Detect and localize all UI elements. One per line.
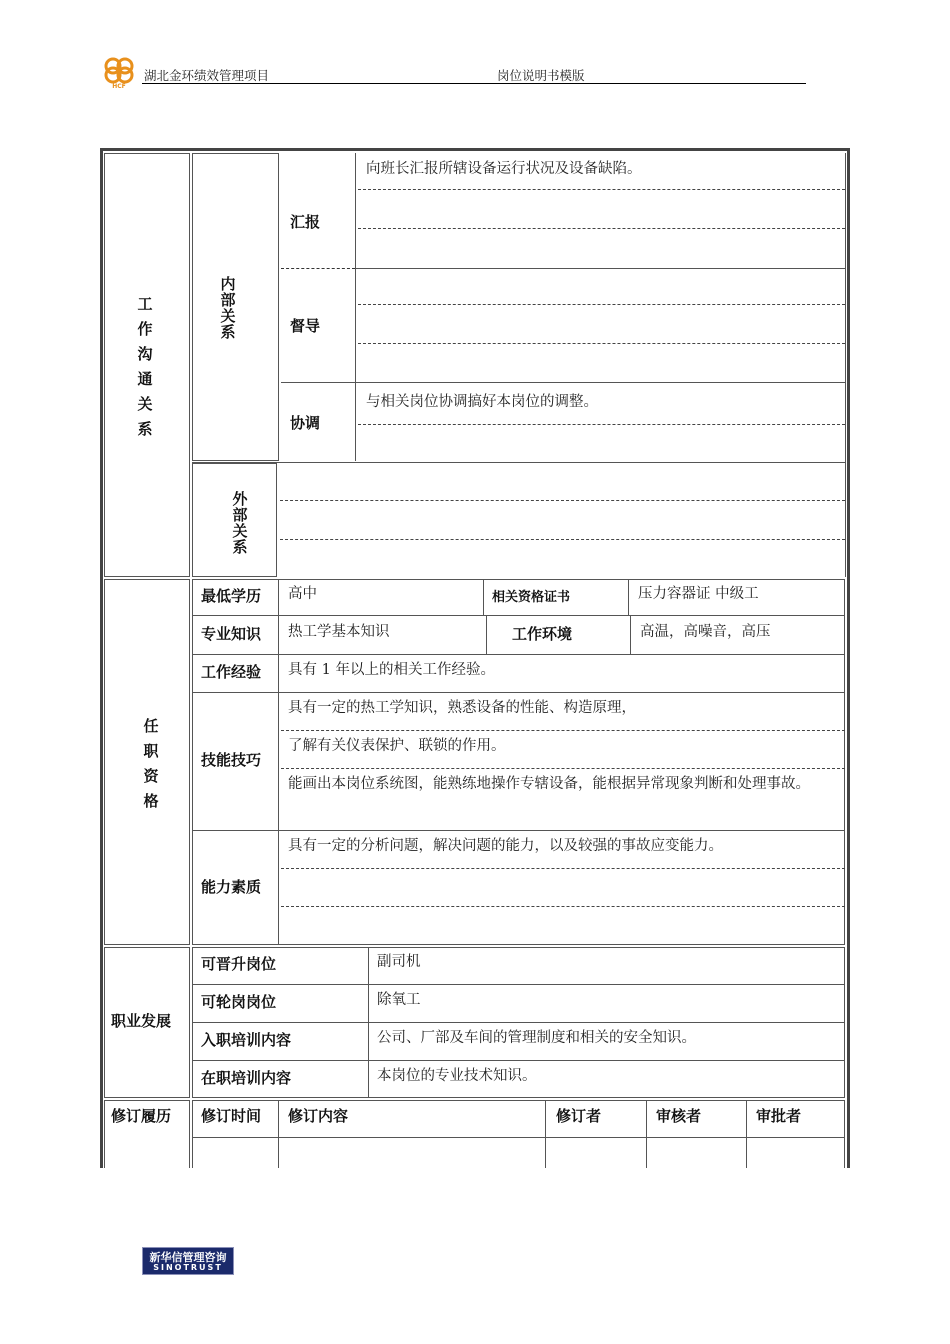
min-education-value: 高中 (288, 586, 317, 602)
know-mid-2 (630, 615, 631, 654)
skills-line-1: 具有一定的热工学知识，熟悉设备的性能、构造原理， (288, 700, 636, 716)
report-dash-2 (358, 228, 845, 229)
career-section-label: 职业发展 (111, 1012, 172, 1030)
know-mid-1 (486, 615, 487, 654)
external-label: 外部关系 (232, 490, 248, 556)
on-the-job-label: 在职培训内容 (201, 1069, 292, 1087)
ability-label: 能力素质 (201, 878, 262, 896)
onboarding-value: 公司、厂部及车间的管理制度和相关的安全知识。 (377, 1030, 696, 1046)
career-row-2 (192, 1022, 845, 1023)
rotation-label: 可轮岗岗位 (201, 993, 277, 1011)
experience-label: 工作经验 (201, 663, 262, 681)
rev-col-3 (646, 1100, 647, 1168)
qual-label-divider (278, 579, 279, 945)
coordinate-label: 协调 (290, 414, 321, 432)
report-row-bottom (355, 268, 845, 269)
career-row-3 (192, 1060, 845, 1061)
certificate-label: 相关资格证书 (492, 590, 571, 605)
skills-label: 技能技巧 (201, 751, 262, 769)
coordinate-content: 与相关岗位协调搞好本岗位的调整。 (366, 394, 598, 410)
skills-dash-2 (281, 768, 845, 769)
supervise-divider (281, 382, 355, 383)
external-dash-1 (280, 500, 845, 501)
rev-col-1 (278, 1100, 279, 1168)
sinotrust-logo-en: SINOTRUST (153, 1263, 223, 1272)
ability-value: 具有一定的分析问题，解决问题的能力，以及较强的事故应变能力。 (288, 838, 723, 854)
supervise-dash-1 (358, 304, 845, 305)
promotion-label: 可晋升岗位 (201, 955, 277, 973)
career-row-1 (192, 984, 845, 985)
edu-mid-1 (483, 579, 484, 615)
skills-line-2: 了解有关仪表保护、联锁的作用。 (288, 738, 506, 754)
report-label: 汇报 (290, 213, 321, 231)
header-rule (142, 83, 806, 84)
supervise-dash-2 (358, 343, 845, 344)
internal-label: 内部关系 (220, 275, 236, 341)
environment-label: 工作环境 (512, 625, 573, 643)
supervise-label: 督导 (290, 317, 321, 335)
supervise-row-bottom (355, 382, 845, 383)
hcf-logo-text: HCF (112, 83, 126, 89)
external-dash-2 (280, 539, 845, 540)
comm-section-label: 工作沟通关系 (137, 295, 153, 438)
skills-dash-1 (281, 730, 845, 731)
sinotrust-logo-cn: 新华信管理咨询 (149, 1251, 227, 1264)
header-company: 湖北金环绩效管理项目 (144, 68, 270, 83)
promotion-value: 副司机 (377, 954, 421, 970)
internal-bottom (192, 462, 845, 463)
on-the-job-value: 本岗位的专业技术知识。 (377, 1068, 537, 1084)
comm-right-border (845, 153, 846, 577)
ability-dash-1 (281, 868, 845, 869)
row-skills-bottom (192, 830, 845, 831)
revision-col-reviewer: 审核者 (656, 1107, 702, 1125)
skills-line-3: 能画出本岗位系统图，能熟练地操作专辖设备，能根据异常现象判断和处理事故。 (288, 776, 810, 792)
experience-value: 具有 1 年以上的相关工作经验。 (288, 662, 495, 678)
comm-label-divider (355, 153, 356, 461)
report-dash-1 (358, 189, 845, 190)
sinotrust-logo (142, 1247, 234, 1275)
row-knowledge-bottom (192, 654, 845, 655)
coordinate-dash (358, 424, 845, 425)
knowledge-label: 专业知识 (201, 625, 262, 643)
certificate-value: 压力容器证 中级工 (638, 586, 759, 602)
revision-section-label: 修订履历 (111, 1107, 172, 1125)
report-content: 向班长汇报所辖设备运行状况及设备缺陷。 (366, 161, 642, 177)
revision-col-approver: 审批者 (756, 1107, 802, 1125)
min-education-label: 最低学历 (201, 587, 262, 605)
rotation-value: 除氧工 (377, 992, 421, 1008)
edu-mid-2 (628, 579, 629, 615)
header-doc-title: 岗位说明书模版 (497, 68, 585, 83)
revision-col-reviser: 修订者 (556, 1107, 602, 1125)
knowledge-value: 热工学基本知识 (288, 624, 390, 640)
environment-value: 高温，高噪音，高压 (640, 624, 771, 640)
report-divider (281, 268, 355, 269)
revision-col-content: 修订内容 (288, 1107, 349, 1125)
rev-col-4 (746, 1100, 747, 1168)
qual-section-label: 任职资格 (143, 717, 159, 810)
row-exp-bottom (192, 692, 845, 693)
onboarding-label: 入职培训内容 (201, 1031, 292, 1049)
revision-col-time: 修订时间 (201, 1107, 262, 1125)
ability-dash-2 (281, 906, 845, 907)
revision-header-bottom (192, 1137, 845, 1138)
row-edu-bottom (192, 615, 845, 616)
hcf-logo (101, 55, 137, 89)
rev-col-2 (545, 1100, 546, 1168)
